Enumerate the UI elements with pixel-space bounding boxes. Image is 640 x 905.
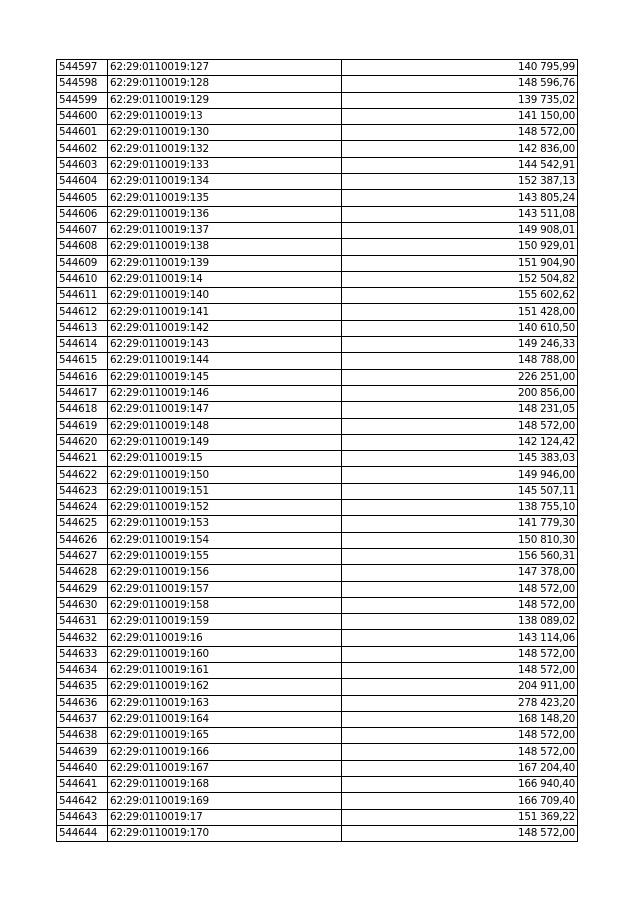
cadastral-value-cell: 142 836,00 xyxy=(342,141,578,157)
row-id-cell: 544634 xyxy=(57,662,108,678)
cadastral-number-cell: 62:29:0110019:152 xyxy=(108,500,342,516)
cadastral-number-cell: 62:29:0110019:168 xyxy=(108,777,342,793)
row-id-cell: 544638 xyxy=(57,728,108,744)
row-id-cell: 544608 xyxy=(57,239,108,255)
cadastral-value-table xyxy=(56,59,578,842)
row-id-cell: 544639 xyxy=(57,744,108,760)
row-id-cell: 544615 xyxy=(57,353,108,369)
table-row xyxy=(57,646,578,662)
cadastral-value-cell: 138 755,10 xyxy=(342,500,578,516)
row-id-cell: 544604 xyxy=(57,174,108,190)
row-id-cell: 544605 xyxy=(57,190,108,206)
cadastral-number-cell: 62:29:0110019:127 xyxy=(108,60,342,76)
table-row xyxy=(57,483,578,499)
cadastral-number-cell: 62:29:0110019:14 xyxy=(108,271,342,287)
cadastral-number-cell: 62:29:0110019:17 xyxy=(108,809,342,825)
table-row xyxy=(57,809,578,825)
row-id-cell: 544599 xyxy=(57,92,108,108)
table-row xyxy=(57,548,578,564)
cadastral-number-cell: 62:29:0110019:15 xyxy=(108,451,342,467)
row-id-cell: 544612 xyxy=(57,304,108,320)
table-row xyxy=(57,385,578,401)
cadastral-number-cell: 62:29:0110019:162 xyxy=(108,679,342,695)
table-row xyxy=(57,157,578,173)
row-id-cell: 544607 xyxy=(57,222,108,238)
row-id-cell: 544620 xyxy=(57,434,108,450)
cadastral-value-cell: 148 572,00 xyxy=(342,125,578,141)
cadastral-number-cell: 62:29:0110019:160 xyxy=(108,646,342,662)
cadastral-number-cell: 62:29:0110019:137 xyxy=(108,222,342,238)
cadastral-number-cell: 62:29:0110019:140 xyxy=(108,288,342,304)
table-row xyxy=(57,108,578,124)
cadastral-number-cell: 62:29:0110019:142 xyxy=(108,320,342,336)
cadastral-value-cell: 144 542,91 xyxy=(342,157,578,173)
cadastral-value-cell: 151 904,90 xyxy=(342,255,578,271)
cadastral-value-cell: 166 940,40 xyxy=(342,777,578,793)
table-row xyxy=(57,711,578,727)
table-row xyxy=(57,60,578,76)
cadastral-value-cell: 143 114,06 xyxy=(342,630,578,646)
table-row xyxy=(57,76,578,92)
cadastral-value-cell: 141 150,00 xyxy=(342,108,578,124)
cadastral-value-cell: 148 572,00 xyxy=(342,728,578,744)
cadastral-value-cell: 166 709,40 xyxy=(342,793,578,809)
cadastral-value-cell: 150 929,01 xyxy=(342,239,578,255)
cadastral-number-cell: 62:29:0110019:161 xyxy=(108,662,342,678)
row-id-cell: 544633 xyxy=(57,646,108,662)
table-row xyxy=(57,760,578,776)
cadastral-value-cell: 148 596,76 xyxy=(342,76,578,92)
row-id-cell: 544624 xyxy=(57,500,108,516)
row-id-cell: 544627 xyxy=(57,548,108,564)
row-id-cell: 544618 xyxy=(57,402,108,418)
row-id-cell: 544622 xyxy=(57,467,108,483)
cadastral-number-cell: 62:29:0110019:144 xyxy=(108,353,342,369)
row-id-cell: 544606 xyxy=(57,206,108,222)
cadastral-number-cell: 62:29:0110019:163 xyxy=(108,695,342,711)
cadastral-value-cell: 147 378,00 xyxy=(342,565,578,581)
cadastral-value-cell: 168 148,20 xyxy=(342,711,578,727)
table-row xyxy=(57,206,578,222)
table-row xyxy=(57,141,578,157)
cadastral-number-cell: 62:29:0110019:166 xyxy=(108,744,342,760)
table-row xyxy=(57,777,578,793)
cadastral-value-cell: 226 251,00 xyxy=(342,369,578,385)
table-row xyxy=(57,565,578,581)
cadastral-number-cell: 62:29:0110019:135 xyxy=(108,190,342,206)
cadastral-value-cell: 278 423,20 xyxy=(342,695,578,711)
table-row xyxy=(57,500,578,516)
table-row xyxy=(57,239,578,255)
cadastral-number-cell: 62:29:0110019:169 xyxy=(108,793,342,809)
table-row xyxy=(57,271,578,287)
table-body xyxy=(57,60,578,842)
table-row xyxy=(57,662,578,678)
row-id-cell: 544621 xyxy=(57,451,108,467)
cadastral-number-cell: 62:29:0110019:155 xyxy=(108,548,342,564)
cadastral-number-cell: 62:29:0110019:170 xyxy=(108,825,342,841)
cadastral-number-cell: 62:29:0110019:141 xyxy=(108,304,342,320)
row-id-cell: 544614 xyxy=(57,337,108,353)
cadastral-value-cell: 148 572,00 xyxy=(342,646,578,662)
row-id-cell: 544625 xyxy=(57,516,108,532)
cadastral-number-cell: 62:29:0110019:128 xyxy=(108,76,342,92)
cadastral-value-cell: 152 504,82 xyxy=(342,271,578,287)
cadastral-value-cell: 143 805,24 xyxy=(342,190,578,206)
row-id-cell: 544626 xyxy=(57,532,108,548)
row-id-cell: 544597 xyxy=(57,60,108,76)
cadastral-value-cell: 156 560,31 xyxy=(342,548,578,564)
table-row xyxy=(57,418,578,434)
cadastral-number-cell: 62:29:0110019:164 xyxy=(108,711,342,727)
cadastral-number-cell: 62:29:0110019:136 xyxy=(108,206,342,222)
cadastral-value-cell: 204 911,00 xyxy=(342,679,578,695)
row-id-cell: 544598 xyxy=(57,76,108,92)
table-row xyxy=(57,679,578,695)
row-id-cell: 544623 xyxy=(57,483,108,499)
cadastral-number-cell: 62:29:0110019:150 xyxy=(108,467,342,483)
table-row xyxy=(57,434,578,450)
cadastral-number-cell: 62:29:0110019:157 xyxy=(108,581,342,597)
table-row xyxy=(57,451,578,467)
cadastral-number-cell: 62:29:0110019:151 xyxy=(108,483,342,499)
table-row xyxy=(57,597,578,613)
table-row xyxy=(57,516,578,532)
table-row xyxy=(57,467,578,483)
cadastral-value-cell: 145 507,11 xyxy=(342,483,578,499)
cadastral-value-cell: 139 735,02 xyxy=(342,92,578,108)
cadastral-value-cell: 149 246,33 xyxy=(342,337,578,353)
cadastral-number-cell: 62:29:0110019:139 xyxy=(108,255,342,271)
row-id-cell: 544629 xyxy=(57,581,108,597)
cadastral-value-cell: 140 795,99 xyxy=(342,60,578,76)
table-row xyxy=(57,581,578,597)
cadastral-value-cell: 148 572,00 xyxy=(342,581,578,597)
cadastral-number-cell: 62:29:0110019:16 xyxy=(108,630,342,646)
cadastral-value-cell: 167 204,40 xyxy=(342,760,578,776)
cadastral-value-cell: 141 779,30 xyxy=(342,516,578,532)
cadastral-value-cell: 148 572,00 xyxy=(342,825,578,841)
cadastral-number-cell: 62:29:0110019:133 xyxy=(108,157,342,173)
cadastral-value-cell: 145 383,03 xyxy=(342,451,578,467)
cadastral-number-cell: 62:29:0110019:153 xyxy=(108,516,342,532)
cadastral-value-cell: 152 387,13 xyxy=(342,174,578,190)
cadastral-number-cell: 62:29:0110019:149 xyxy=(108,434,342,450)
table-row xyxy=(57,125,578,141)
row-id-cell: 544635 xyxy=(57,679,108,695)
cadastral-value-cell: 200 856,00 xyxy=(342,385,578,401)
table-row xyxy=(57,369,578,385)
table-row xyxy=(57,402,578,418)
cadastral-number-cell: 62:29:0110019:148 xyxy=(108,418,342,434)
cadastral-value-cell: 148 572,00 xyxy=(342,744,578,760)
table-row xyxy=(57,614,578,630)
row-id-cell: 544611 xyxy=(57,288,108,304)
table-row xyxy=(57,320,578,336)
cadastral-number-cell: 62:29:0110019:129 xyxy=(108,92,342,108)
table-row xyxy=(57,353,578,369)
cadastral-value-cell: 155 602,62 xyxy=(342,288,578,304)
row-id-cell: 544643 xyxy=(57,809,108,825)
row-id-cell: 544617 xyxy=(57,385,108,401)
row-id-cell: 544637 xyxy=(57,711,108,727)
row-id-cell: 544640 xyxy=(57,760,108,776)
row-id-cell: 544628 xyxy=(57,565,108,581)
cadastral-number-cell: 62:29:0110019:130 xyxy=(108,125,342,141)
cadastral-value-cell: 138 089,02 xyxy=(342,614,578,630)
cadastral-number-cell: 62:29:0110019:158 xyxy=(108,597,342,613)
table-row xyxy=(57,793,578,809)
table-row xyxy=(57,744,578,760)
table-row xyxy=(57,825,578,841)
row-id-cell: 544630 xyxy=(57,597,108,613)
row-id-cell: 544641 xyxy=(57,777,108,793)
table-row xyxy=(57,728,578,744)
cadastral-value-cell: 148 572,00 xyxy=(342,418,578,434)
table-row xyxy=(57,304,578,320)
row-id-cell: 544644 xyxy=(57,825,108,841)
table-row xyxy=(57,174,578,190)
cadastral-number-cell: 62:29:0110019:159 xyxy=(108,614,342,630)
cadastral-value-cell: 148 231,05 xyxy=(342,402,578,418)
cadastral-number-cell: 62:29:0110019:13 xyxy=(108,108,342,124)
cadastral-value-cell: 149 908,01 xyxy=(342,222,578,238)
cadastral-value-cell: 149 946,00 xyxy=(342,467,578,483)
row-id-cell: 544632 xyxy=(57,630,108,646)
row-id-cell: 544616 xyxy=(57,369,108,385)
cadastral-value-cell: 143 511,08 xyxy=(342,206,578,222)
cadastral-number-cell: 62:29:0110019:147 xyxy=(108,402,342,418)
row-id-cell: 544636 xyxy=(57,695,108,711)
cadastral-number-cell: 62:29:0110019:138 xyxy=(108,239,342,255)
cadastral-value-cell: 142 124,42 xyxy=(342,434,578,450)
cadastral-number-cell: 62:29:0110019:156 xyxy=(108,565,342,581)
row-id-cell: 544613 xyxy=(57,320,108,336)
table-row xyxy=(57,532,578,548)
table-row xyxy=(57,92,578,108)
row-id-cell: 544600 xyxy=(57,108,108,124)
row-id-cell: 544631 xyxy=(57,614,108,630)
table-row xyxy=(57,222,578,238)
cadastral-number-cell: 62:29:0110019:146 xyxy=(108,385,342,401)
cadastral-value-cell: 140 610,50 xyxy=(342,320,578,336)
cadastral-number-cell: 62:29:0110019:145 xyxy=(108,369,342,385)
cadastral-number-cell: 62:29:0110019:165 xyxy=(108,728,342,744)
table-row xyxy=(57,630,578,646)
row-id-cell: 544603 xyxy=(57,157,108,173)
cadastral-value-cell: 148 788,00 xyxy=(342,353,578,369)
table-row xyxy=(57,255,578,271)
cadastral-number-cell: 62:29:0110019:132 xyxy=(108,141,342,157)
cadastral-number-cell: 62:29:0110019:154 xyxy=(108,532,342,548)
cadastral-number-cell: 62:29:0110019:134 xyxy=(108,174,342,190)
cadastral-number-cell: 62:29:0110019:143 xyxy=(108,337,342,353)
cadastral-value-cell: 151 428,00 xyxy=(342,304,578,320)
row-id-cell: 544601 xyxy=(57,125,108,141)
row-id-cell: 544602 xyxy=(57,141,108,157)
table-row xyxy=(57,288,578,304)
table-row xyxy=(57,695,578,711)
cadastral-value-cell: 151 369,22 xyxy=(342,809,578,825)
cadastral-value-cell: 150 810,30 xyxy=(342,532,578,548)
row-id-cell: 544642 xyxy=(57,793,108,809)
table-row xyxy=(57,190,578,206)
row-id-cell: 544610 xyxy=(57,271,108,287)
row-id-cell: 544619 xyxy=(57,418,108,434)
cadastral-value-cell: 148 572,00 xyxy=(342,662,578,678)
table-row xyxy=(57,337,578,353)
cadastral-number-cell: 62:29:0110019:167 xyxy=(108,760,342,776)
row-id-cell: 544609 xyxy=(57,255,108,271)
cadastral-value-cell: 148 572,00 xyxy=(342,597,578,613)
